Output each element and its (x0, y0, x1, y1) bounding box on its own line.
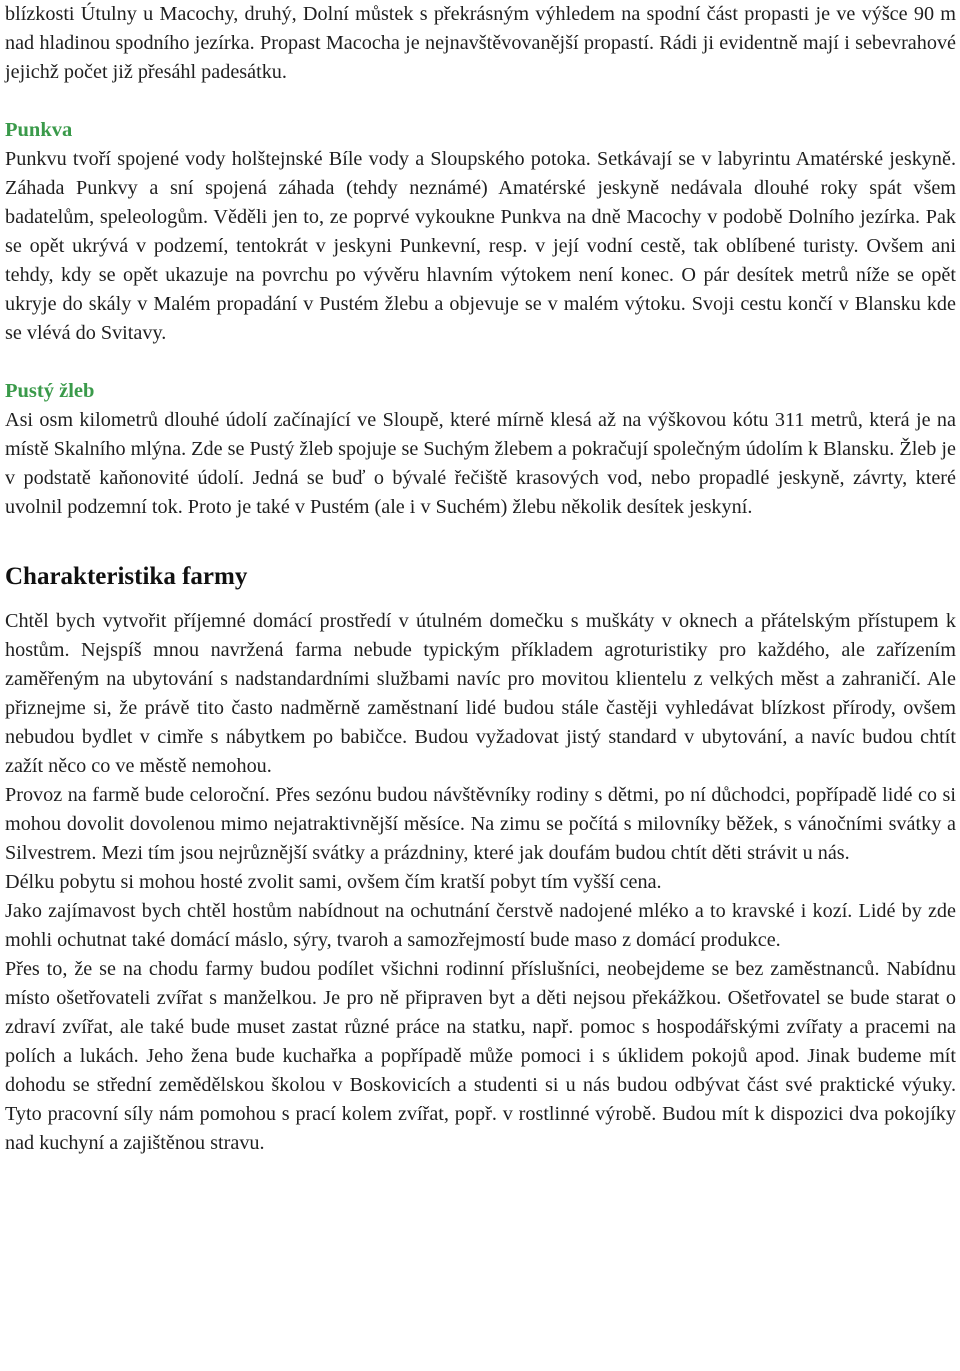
intro-paragraph: blízkosti Útulny u Macochy, druhý, Dolní můstek s překrásným výhledem na spodní část propasti je ve výšce 90 m nad hladinou spodního jezírka. Propast Macocha je nejnavštěvovanější propastí. Rádi ji evidentně mají i sebevrahové jejichž počet již přesáhl padesátku. (5, 3, 956, 83)
heading-charakteristika-farmy: Charakteristika farmy (5, 563, 248, 590)
pusty-zleb-paragraph: Asi osm kilometrů dlouhé údolí začínající ve Sloupě, které mírně klesá až na výškovou kótu 311 metrů, která je na místě Skalního mlýna. Zde se Pustý žleb spojuje se Suchým žlebem a pokračují společným údolím k Blansku. Žleb je v podstatě kaňonovité údolí. Jedná se buď o bývalé řečiště krasových vod, nebo propadlé jeskyně, závrty, které uvolnil podzemní tok. Proto je také v Pustém (ale i v Suchém) žlebu několik desítek jeskyní. (5, 409, 956, 518)
farm-paragraph-1: Chtěl bych vytvořit příjemné domácí prostředí v útulném domečku s muškáty v oknech a přátelským přístupem k hostům. Nejspíš mnou navržená farma nebude typickým příkladem agroturistiky pro každého, ale zařízením zaměřeným na ubytování s nadstandardními službami navíc pro movitou klientelu z velkých měst a zahraničí. Ale přiznejme si, že právě tito často nadměrně zaměstnaní lidé budou stále častěji vyhledávat blízkost přírody, ovšem nebudou bydlet v cimře s nábytkem po babičce. Budou vyžadovat jistý standard v ubytování, a navíc budou chtít zažít něco co ve městě nemohou. (5, 610, 956, 777)
farm-paragraph-2: Provoz na farmě bude celoroční. Přes sezónu budou návštěvníky rodiny s dětmi, po ní důchodci, popřípadě lidé co si mohou dovolit dovolenou mimo nejatraktivnější měsíce. Na zimu se počítá s milovníky běžek, s vánočními svátky a Silvestrem. Mezi tím jsou nejrůznější svátky a prázdniny, které jak doufám budou chtít děti strávit u nás. (5, 784, 956, 864)
spacer (5, 522, 956, 562)
section-heading-pusty-zleb: Pustý žleb (5, 380, 95, 402)
farm-paragraph-4: Jako zajímavost bych chtěl hostům nabídnout na ochutnání čerstvě nadojené mléko a to kravské i kozí. Lidé by zde mohli ochutnat také domácí máslo, sýry, tvaroh a samozřejmostí bude maso z domácí produkce. (5, 900, 956, 951)
spacer (5, 87, 956, 116)
document-page (5, 0, 956, 1158)
farm-paragraph-3: Délku pobytu si mohou hosté zvolit sami, ovšem čím kratší pobyt tím vyšší cena. (5, 871, 662, 893)
spacer (5, 592, 956, 607)
spacer (5, 348, 956, 377)
farm-paragraph-5: Přes to, že se na chodu farmy budou podílet všichni rodinní příslušníci, neobejdeme se bez zaměstnanců. Nabídnu místo ošetřovateli zvířat s manželkou. Je pro ně připraven byt a děti nejsou překážkou. Ošetřovatel se bude starat o zdraví zvířat, ale také bude muset zastat různé práce na statku, např. pomoc s hospodářskými zvířaty a pracemi na polích a lukách. Jeho žena bude kuchařka a popřípadě může pomoci i s úklidem pokojů apod. Jinak budeme mít dohodu se střední zemědělskou školou v Boskovicích a studenti si u nás budou odbývat část své praktické výuky. Tyto pracovní síly nám pomohou s prací kolem zvířat, popř. v rostlinné výrobě. Budou mít k dispozici dva pokojíky nad kuchyní a zajištěnou stravu. (5, 958, 956, 1154)
punkva-paragraph: Punkvu tvoří spojené vody holštejnské Bíle vody a Sloupského potoka. Setkávají se v labyrintu Amatérské jeskyně. Záhada Punkvy a sní spojená záhada (tehdy neznámé) Amatérské jeskyně nedávala dlouhé roky spát všem badatelům, speleologům. Věděli jen to, ze poprvé vykoukne Punkva na dně Macochy v podobě Dolního jezírka. Pak se opět ukrývá v podzemí, tentokrát v jeskyni Punkevní, resp. v její vodní cestě, tak oblíbené turisty. Ovšem ani tehdy, kdy se opět ukazuje na povrchu po vývěru hlavním výtokem není konec. O pár desítek metrů níže se opět ukryje do skály v Malém propadání v Pustém žlebu a objevuje se v malém výtoku. Svoji cestu končí v Blansku kde se vlévá do Svitavy. (5, 148, 956, 344)
section-heading-punkva: Punkva (5, 119, 73, 141)
